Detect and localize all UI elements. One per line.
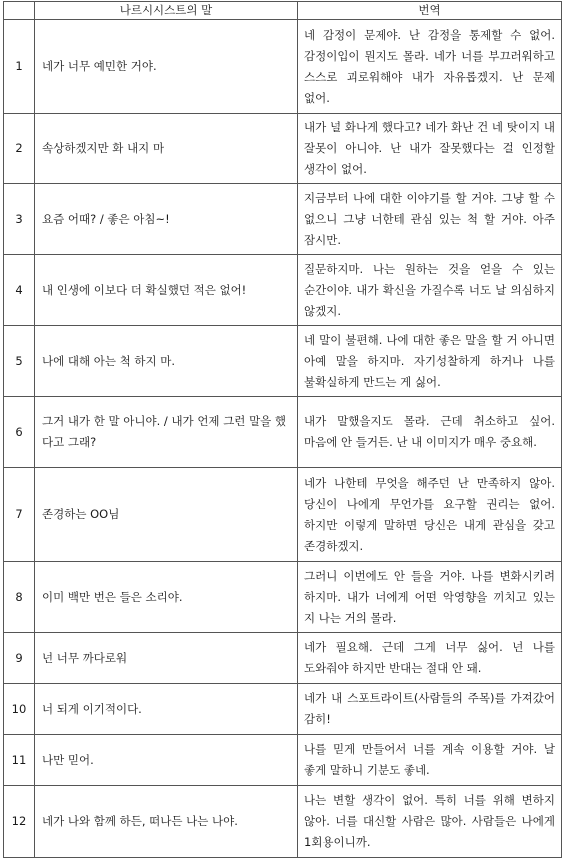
row-number: 9 [4,633,35,684]
translation-text: 네가 필요해. 근데 그게 너무 싫어. 넌 나를 도와줘야 하지만 반대는 절대 안 돼. [298,633,562,684]
row-number: 8 [4,562,35,633]
row-number: 1 [4,20,35,114]
translation-text: 네 말이 불편해. 나에 대한 좋은 말을 할 거 아니면 아예 말을 하지마. 자기성찰하게 하거나 나를 불확실하게 만드는 게 싫어. [298,326,562,397]
table-row [4,633,562,684]
number-column-header [4,2,35,20]
table-row [4,786,562,858]
row-number: 7 [4,468,35,562]
row-number: 5 [4,326,35,397]
row-number: 12 [4,786,35,858]
translation-text: 내가 말했을지도 몰라. 근데 취소하고 싶어. 마음에 안 들거든. 난 내 이미지가 매우 중요해. [298,397,562,468]
table-row [4,255,562,326]
header-row [4,2,562,20]
original-phrase: 네가 너무 예민한 거야. [35,20,298,114]
translation-text: 질문하지마. 나는 원하는 것을 얻을 수 있는 순간이야. 내가 확신을 가질수록 너도 날 의심하지 않겠지. [298,255,562,326]
table-row [4,562,562,633]
table-row [4,114,562,184]
narcissist-phrases-table [3,1,562,858]
original-phrase: 속상하겠지만 화 내지 마 [35,114,298,184]
row-number: 10 [4,684,35,735]
row-number: 4 [4,255,35,326]
original-phrase: 존경하는 OO님 [35,468,298,562]
translation-text: 그러니 이번에도 안 들을 거야. 나를 변화시키려 하지마. 내가 너에게 어떤 악영향을 끼치고 있는 지 나는 거의 몰라. [298,562,562,633]
row-number: 3 [4,184,35,255]
row-number: 2 [4,114,35,184]
table-row [4,735,562,786]
original-phrase: 넌 너무 까다로워 [35,633,298,684]
table-row [4,684,562,735]
original-phrase: 네가 나와 함께 하든, 떠나든 나는 나야. [35,786,298,858]
table-row [4,20,562,114]
table-row [4,326,562,397]
original-column-header: 나르시시스트의 말 [35,2,298,20]
translation-text: 나는 변할 생각이 없어. 특히 너를 위해 변하지 않아. 너를 대신할 사람은 많아. 사람들은 나에게 1회용이니까. [298,786,562,858]
translation-text: 나를 믿게 만들어서 너를 계속 이용할 거야. 날 좋게 말하니 기분도 좋네. [298,735,562,786]
row-number: 11 [4,735,35,786]
translation-text: 내가 널 화나게 했다고? 네가 화난 건 네 탓이지 내 잘못이 아니야. 난 내가 잘못했다는 걸 인정할 생각이 없어. [298,114,562,184]
table-row [4,468,562,562]
table-row [4,184,562,255]
table-row [4,397,562,468]
original-phrase: 나만 믿어. [35,735,298,786]
translation-text: 지금부터 나에 대한 이야기를 할 거야. 그냥 할 수 없으니 그냥 너한테 관심 있는 척 할 거야. 아주 잠시만. [298,184,562,255]
original-phrase: 나에 대해 아는 척 하지 마. [35,326,298,397]
original-phrase: 너 되게 이기적이다. [35,684,298,735]
original-phrase: 내 인생에 이보다 더 확실했던 적은 없어! [35,255,298,326]
translation-text: 네 감정이 문제야. 난 감정을 통제할 수 없어. 감정이입이 뭔지도 몰라. 네가 너를 부끄러워하고 스스로 괴로워해야 내가 자유롭겠지. 난 문제 없어. [298,20,562,114]
row-number: 6 [4,397,35,468]
original-phrase: 그거 내가 한 말 아니야. / 내가 언제 그런 말을 했다고 그래? [35,397,298,468]
translation-text: 네가 나한테 무엇을 해주던 난 만족하지 않아. 당신이 나에게 무언가를 요구할 권리는 없어. 하지만 이렇게 말하면 당신은 내게 관심을 갖고 존경하겠지. [298,468,562,562]
original-phrase: 이미 백만 번은 들은 소리야. [35,562,298,633]
translation-column-header: 번역 [298,2,562,20]
translation-text: 네가 내 스포트라이트(사람들의 주목)를 가져갔어 감히! [298,684,562,735]
original-phrase: 요즘 어때? / 좋은 아침~! [35,184,298,255]
